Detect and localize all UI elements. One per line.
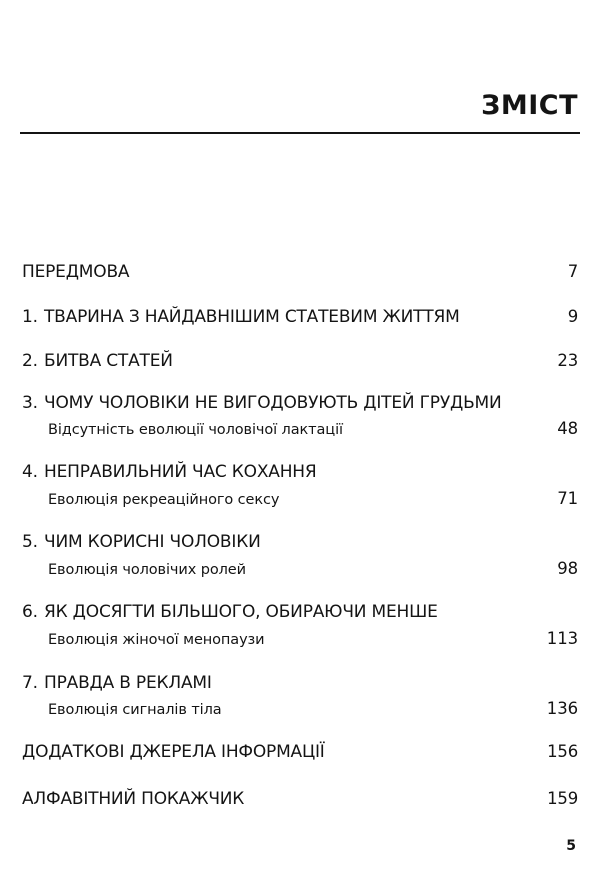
toc-entry-chapter-5 [22, 532, 578, 552]
toc-entry-label: ЧИМ КОРИСНІ ЧОЛОВІКИ [44, 532, 261, 552]
toc-entry-page: 23 [557, 351, 578, 370]
toc-entry-number: 6. [22, 602, 38, 622]
toc-entry-label: ЧОМУ ЧОЛОВІКИ НЕ ВИГОДОВУЮТЬ ДІТЕЙ ГРУДЬМИ [44, 393, 502, 413]
toc-entry-index [22, 789, 578, 809]
toc-entry-label: НЕПРАВИЛЬНИЙ ЧАС КОХАННЯ [44, 462, 317, 482]
toc-entry-page: 9 [567, 307, 578, 326]
toc-entry-label: ДОДАТКОВІ ДЖЕРЕЛА ІНФОРМАЦІЇ [22, 742, 325, 762]
toc-entry-chapter-7-subtitle [22, 699, 578, 718]
toc-entry-chapter-6-subtitle [22, 629, 578, 648]
page-title: ЗМІСТ [481, 90, 578, 121]
toc-entry-label: БИТВА СТАТЕЙ [44, 351, 173, 371]
toc-entry-chapter-3 [22, 393, 578, 413]
toc-entry-page: 7 [567, 262, 578, 281]
toc-entry-page: 98 [557, 559, 578, 578]
toc-entry-chapter-6 [22, 602, 578, 622]
toc-entry-label: АЛФАВІТНИЙ ПОКАЖЧИК [22, 789, 245, 809]
toc-entry-number: 1. [22, 307, 38, 327]
toc-entry-subtitle: Еволюція чоловічих ролей [48, 562, 246, 578]
toc-entry-subtitle: Еволюція жіночої менопаузи [48, 632, 265, 648]
toc-entry-chapter-7 [22, 673, 578, 693]
toc-entry-number: 7. [22, 673, 38, 693]
toc-entry-page: 156 [547, 742, 578, 761]
toc-entry-label: ПЕРЕДМОВА [22, 262, 130, 282]
toc-entry-chapter-1 [22, 307, 578, 327]
toc-entry-heading [22, 673, 212, 693]
toc-entry-label: ТВАРИНА З НАЙДАВНІШИМ СТАТЕВИМ ЖИТТЯМ [44, 307, 460, 327]
title-divider [20, 132, 580, 134]
toc-entry-chapter-3-subtitle [22, 419, 578, 438]
toc-entry-subtitle: Відсутність еволюції чоловічої лактації [48, 422, 343, 438]
toc-entry-chapter-4-subtitle [22, 489, 578, 508]
toc-entry-page: 136 [546, 699, 578, 718]
toc-entry-chapter-5-subtitle [22, 559, 578, 578]
toc-entry-subtitle: Еволюція рекреаційного сексу [48, 492, 280, 508]
toc-entry-page: 159 [547, 789, 578, 808]
toc-entry-heading [22, 393, 502, 413]
toc-entry-chapter-2 [22, 351, 578, 371]
toc-entry-heading [22, 602, 438, 622]
toc-entry-preface [22, 262, 578, 282]
toc-entry-page: 113 [546, 629, 578, 648]
toc-entry-heading [22, 351, 173, 371]
toc-entry-number: 2. [22, 351, 38, 371]
toc-entry-sources [22, 742, 578, 762]
toc-entry-number: 3. [22, 393, 38, 413]
toc-entry-label: ЯК ДОСЯГТИ БІЛЬШОГО, ОБИРАЮЧИ МЕНШЕ [44, 602, 438, 622]
toc-entry-page: 48 [557, 419, 578, 438]
toc-entry-heading [22, 307, 460, 327]
toc-entry-heading [22, 532, 261, 552]
toc-entry-page: 71 [557, 489, 578, 508]
toc-entry-subtitle: Еволюція сигналів тіла [48, 702, 222, 718]
toc-entry-chapter-4 [22, 462, 578, 482]
toc-entry-heading [22, 462, 317, 482]
toc-entry-label: ПРАВДА В РЕКЛАМІ [44, 673, 212, 693]
page-number: 5 [566, 838, 576, 854]
toc-entry-number: 5. [22, 532, 38, 552]
toc-entry-number: 4. [22, 462, 38, 482]
